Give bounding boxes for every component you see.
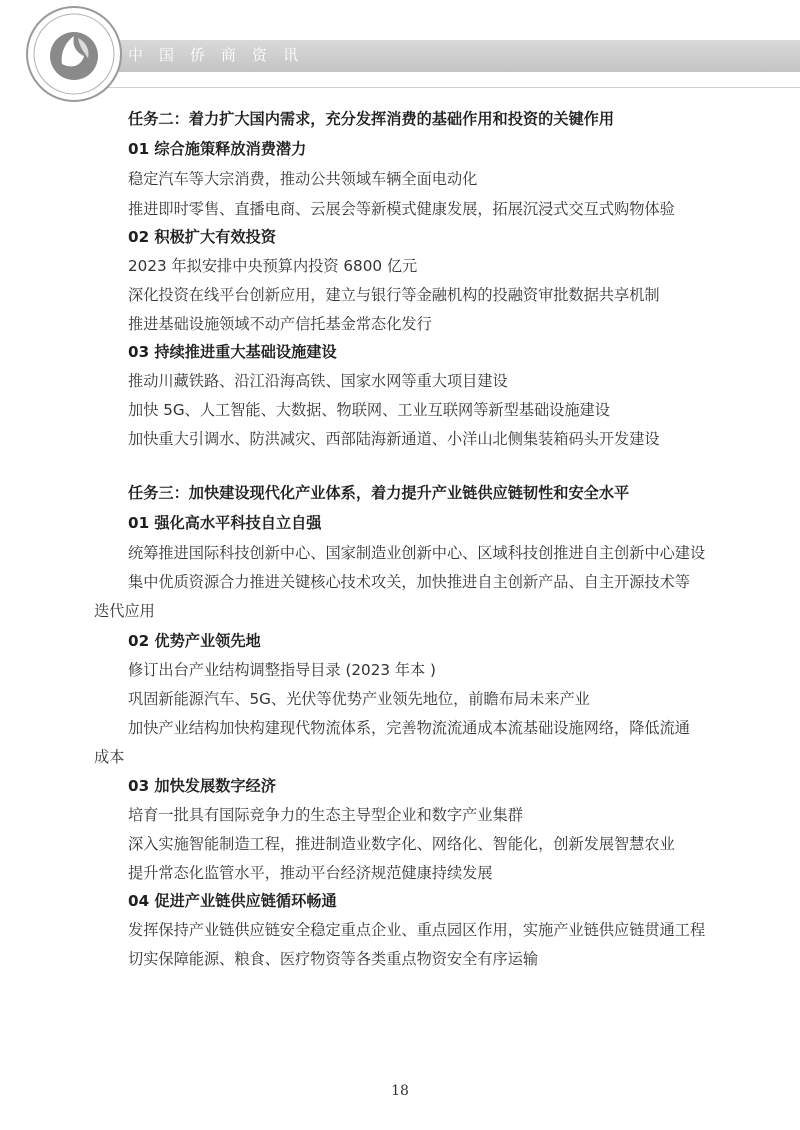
list-item: 发挥保持产业链供应链安全稳定重点企业、重点园区作用，实施产业链供应链贯通工程 — [128, 921, 706, 939]
list-item: 加快 5G、人工智能、大数据、物联网、工业互联网等新型基础设施建设 — [128, 401, 610, 419]
subsection-heading: 01 综合施策释放消费潜力 — [128, 140, 307, 158]
list-item: 加快产业结构加快构建现代物流体系，完善物流流通成本流基础设施网络，降低流通 — [128, 719, 690, 737]
header-rule — [104, 87, 800, 88]
list-item: 集中优质资源合力推进关键核心技术攻关，加快推进自主创新产品、自主开源技术等 — [128, 573, 690, 591]
list-item: 巩固新能源汽车、5G、光伏等优势产业领先地位，前瞻布局未来产业 — [128, 690, 590, 708]
list-item: 推动川藏铁路、沿江沿海高铁、国家水网等重大项目建设 — [128, 372, 508, 390]
list-item: 加快重大引调水、防洪减灾、西部陆海新通道、小洋山北侧集装箱码头开发建设 — [128, 430, 660, 448]
list-item: 统筹推进国际科技创新中心、国家制造业创新中心、区域科技创推进自主创新中心建设 — [128, 544, 706, 562]
page-header — [0, 0, 800, 100]
page-number: 18 — [391, 1083, 409, 1099]
list-item: 修订出台产业结构调整指导目录 (2023 年本 ) — [128, 661, 436, 679]
list-item: 稳定汽车等大宗消费，推动公共领域车辆全面电动化 — [128, 170, 478, 188]
task-heading: 任务二：着力扩大国内需求，充分发挥消费的基础作用和投资的关键作用 — [128, 110, 614, 128]
list-item: 推进基础设施领域不动产信托基金常态化发行 — [128, 315, 432, 333]
subsection-heading: 01 强化高水平科技自立自强 — [128, 514, 322, 532]
list-item: 提升常态化监管水平，推动平台经济规范健康持续发展 — [128, 864, 493, 882]
task-heading: 任务三：加快建设现代化产业体系，着力提升产业链供应链韧性和安全水平 — [128, 484, 630, 502]
subsection-heading: 02 积极扩大有效投资 — [128, 228, 276, 246]
subsection-heading: 03 加快发展数字经济 — [128, 777, 276, 795]
list-item-continuation: 迭代应用 — [94, 602, 155, 620]
list-item: 深化投资在线平台创新应用，建立与银行等金融机构的投融资审批数据共享机制 — [128, 286, 660, 304]
association-logo — [24, 4, 124, 104]
list-item: 深入实施智能制造工程，推进制造业数字化、网络化、智能化，创新发展智慧农业 — [128, 835, 675, 853]
header-title: 中国侨商资讯 — [128, 46, 315, 64]
subsection-heading: 04 促进产业链供应链循环畅通 — [128, 892, 337, 910]
list-item-continuation: 成本 — [94, 748, 125, 766]
list-item: 培育一批具有国际竞争力的生态主导型企业和数字产业集群 — [128, 806, 523, 824]
subsection-heading: 03 持续推进重大基础设施建设 — [128, 343, 337, 361]
list-item: 推进即时零售、直播电商、云展会等新模式健康发展，拓展沉浸式交互式购物体验 — [128, 200, 675, 218]
subsection-heading: 02 优势产业领先地 — [128, 632, 261, 650]
list-item: 切实保障能源、粮食、医疗物资等各类重点物资安全有序运输 — [128, 950, 539, 968]
list-item: 2023 年拟安排中央预算内投资 6800 亿元 — [128, 257, 418, 275]
